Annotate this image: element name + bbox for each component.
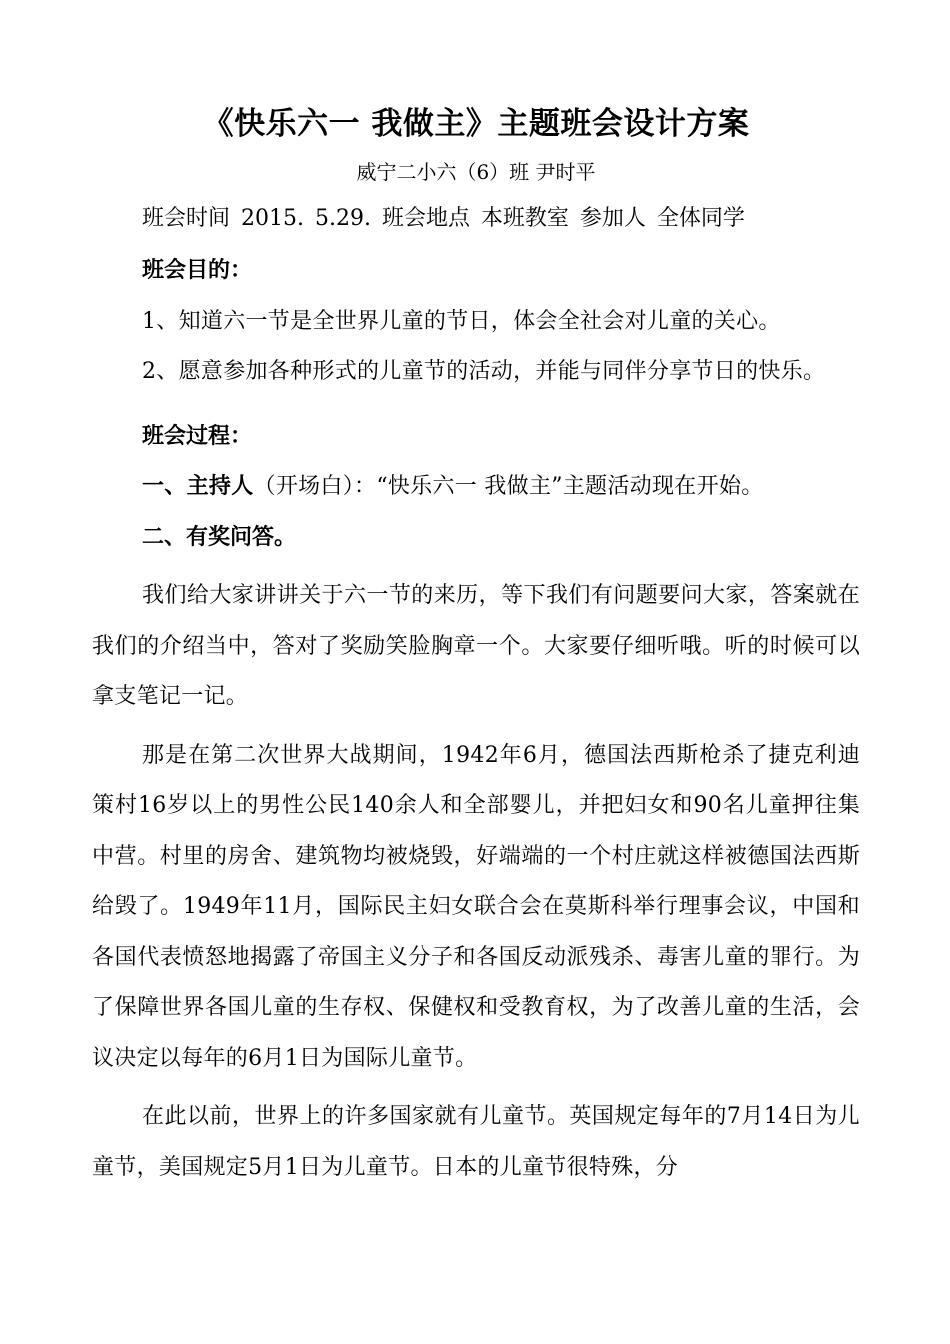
objective-item: 2、愿意参加各种形式的儿童节的活动，并能与同伴分享节日的快乐。 <box>142 359 826 384</box>
step-two-heading: 二、有奖问答。 <box>142 524 297 550</box>
meeting-info-line: 班会时间 2015. 5.29. 班会地点 本班教室 参加人 全体同学 <box>142 206 745 231</box>
step-one-text: （开场白）：“快乐六一 我做主”主题活动现在开始。 <box>253 474 764 499</box>
body-paragraph: 那是在第二次世界大战期间，1942年6月，德国法西斯枪杀了捷克利迪策村16岁以上的男性公民140余人和全部婴儿，并把妇女和90名儿童押往集中营。村里的房舍、建筑物均被烧毁，好端端的一个村庄就这样被德国法西斯给毁了。1949年11月，国际民主妇女联合会在莫斯科举行理事会议，中国和各国代表愤怒地揭露了帝国主义分子和各国反动派残杀、毒害儿童的罪行。为了保障世界各国儿童的生存权、保健权和受教育权，为了改善儿童的生活，会议决定以每年的6月1日为国际儿童节。 <box>92 742 860 1071</box>
body-paragraph: 我们给大家讲讲关于六一节的来历，等下我们有问题要问大家，答案就在我们的介绍当中，答对了奖励笑脸胸章一个。大家要仔细听哦。听的时候可以拿支笔记一记。 <box>92 583 860 709</box>
author-line: 威宁二小六（6）班 尹时平 <box>356 160 596 184</box>
process-heading: 班会过程： <box>142 423 253 449</box>
body-paragraph: 在此以前，世界上的许多国家就有儿童节。英国规定每年的7月14日为儿童节，美国规定5月1日为儿童节。日本的儿童节很特殊，分 <box>92 1104 860 1180</box>
objectives-heading: 班会目的： <box>142 258 253 283</box>
step-one-label: 一、主持人 <box>142 474 254 499</box>
step-one <box>92 462 860 513</box>
document-body <box>92 96 860 1193</box>
document-title: 《快乐六一 我做主》主题班会设计方案 <box>202 106 750 142</box>
objective-item: 1、知道六一节是全世界儿童的节日，体会全社会对儿童的关心。 <box>142 308 781 334</box>
